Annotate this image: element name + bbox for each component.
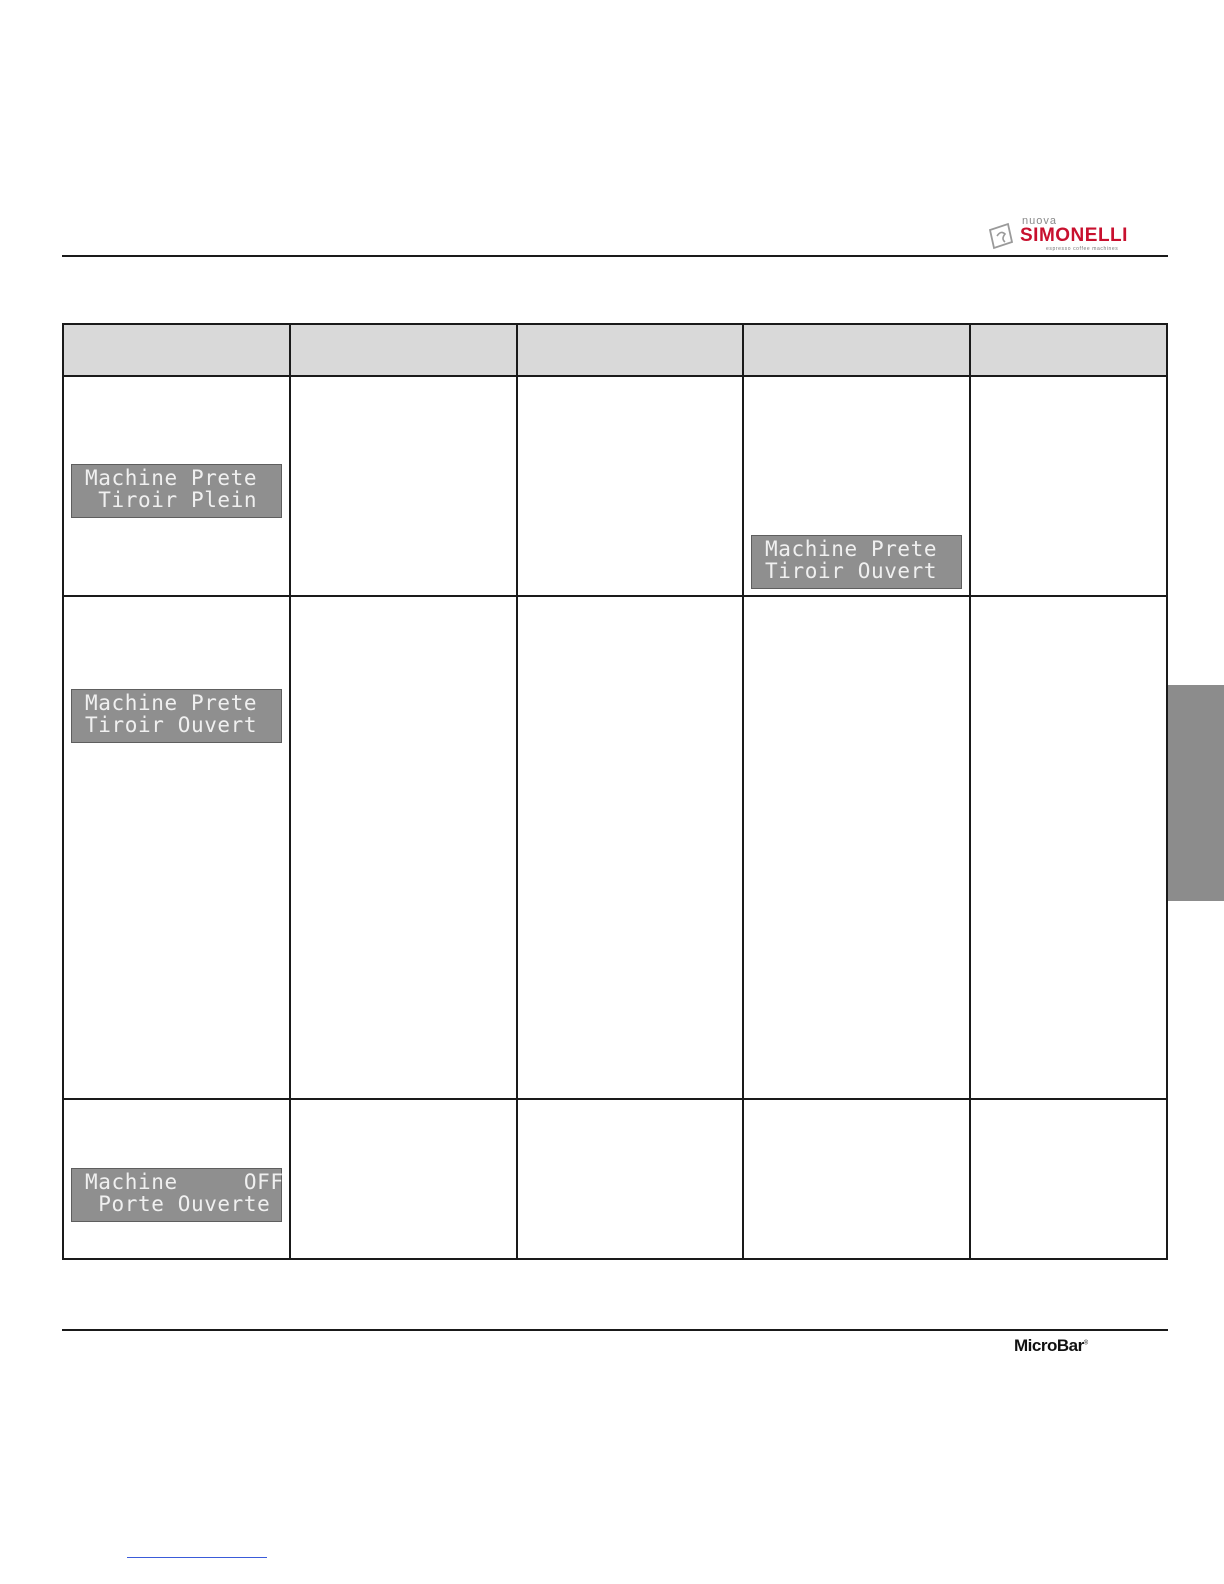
lcd-line-2: Porte Ouverte — [85, 1192, 271, 1216]
row-divider — [64, 1098, 1166, 1100]
lcd-line-1: Machine Prete — [85, 691, 258, 715]
lcd-display-drawer-open-result — [751, 535, 962, 589]
simonelli-logo-icon — [986, 220, 1020, 250]
column-divider — [742, 325, 744, 1258]
bottom-link-underline[interactable] — [127, 1557, 267, 1558]
microbar-logo-text: MicroBar — [1014, 1336, 1084, 1355]
column-divider — [289, 325, 291, 1258]
column-divider — [969, 325, 971, 1258]
header-rule — [62, 255, 1168, 257]
lcd-display-drawer-open — [71, 689, 282, 743]
lcd-line-1: Machine Prete — [85, 466, 258, 490]
lcd-display-drawer-full — [71, 464, 282, 518]
lcd-line-2: Tiroir Plein — [85, 488, 258, 512]
logo-tagline: espresso coffee machines — [1046, 246, 1119, 252]
section-side-tab — [1168, 685, 1224, 901]
microbar-logo — [1014, 1336, 1088, 1356]
lcd-display-door-open — [71, 1168, 282, 1222]
lcd-line-1: Machine Prete — [765, 537, 938, 561]
troubleshooting-table — [62, 323, 1168, 1260]
column-divider — [516, 325, 518, 1258]
footer-rule — [62, 1329, 1168, 1331]
logo-small-text: nuova — [1022, 215, 1057, 227]
table-header-row — [64, 325, 1166, 377]
lcd-line-2: Tiroir Ouvert — [85, 713, 258, 737]
simonelli-logo — [986, 214, 1162, 254]
row-divider — [64, 595, 1166, 597]
logo-brand-name: SIMONELLI — [1020, 225, 1128, 246]
lcd-line-2: Tiroir Ouvert — [765, 559, 938, 583]
lcd-line-1: Machine OFF — [85, 1170, 284, 1194]
microbar-reg-mark: ® — [1083, 1340, 1088, 1347]
